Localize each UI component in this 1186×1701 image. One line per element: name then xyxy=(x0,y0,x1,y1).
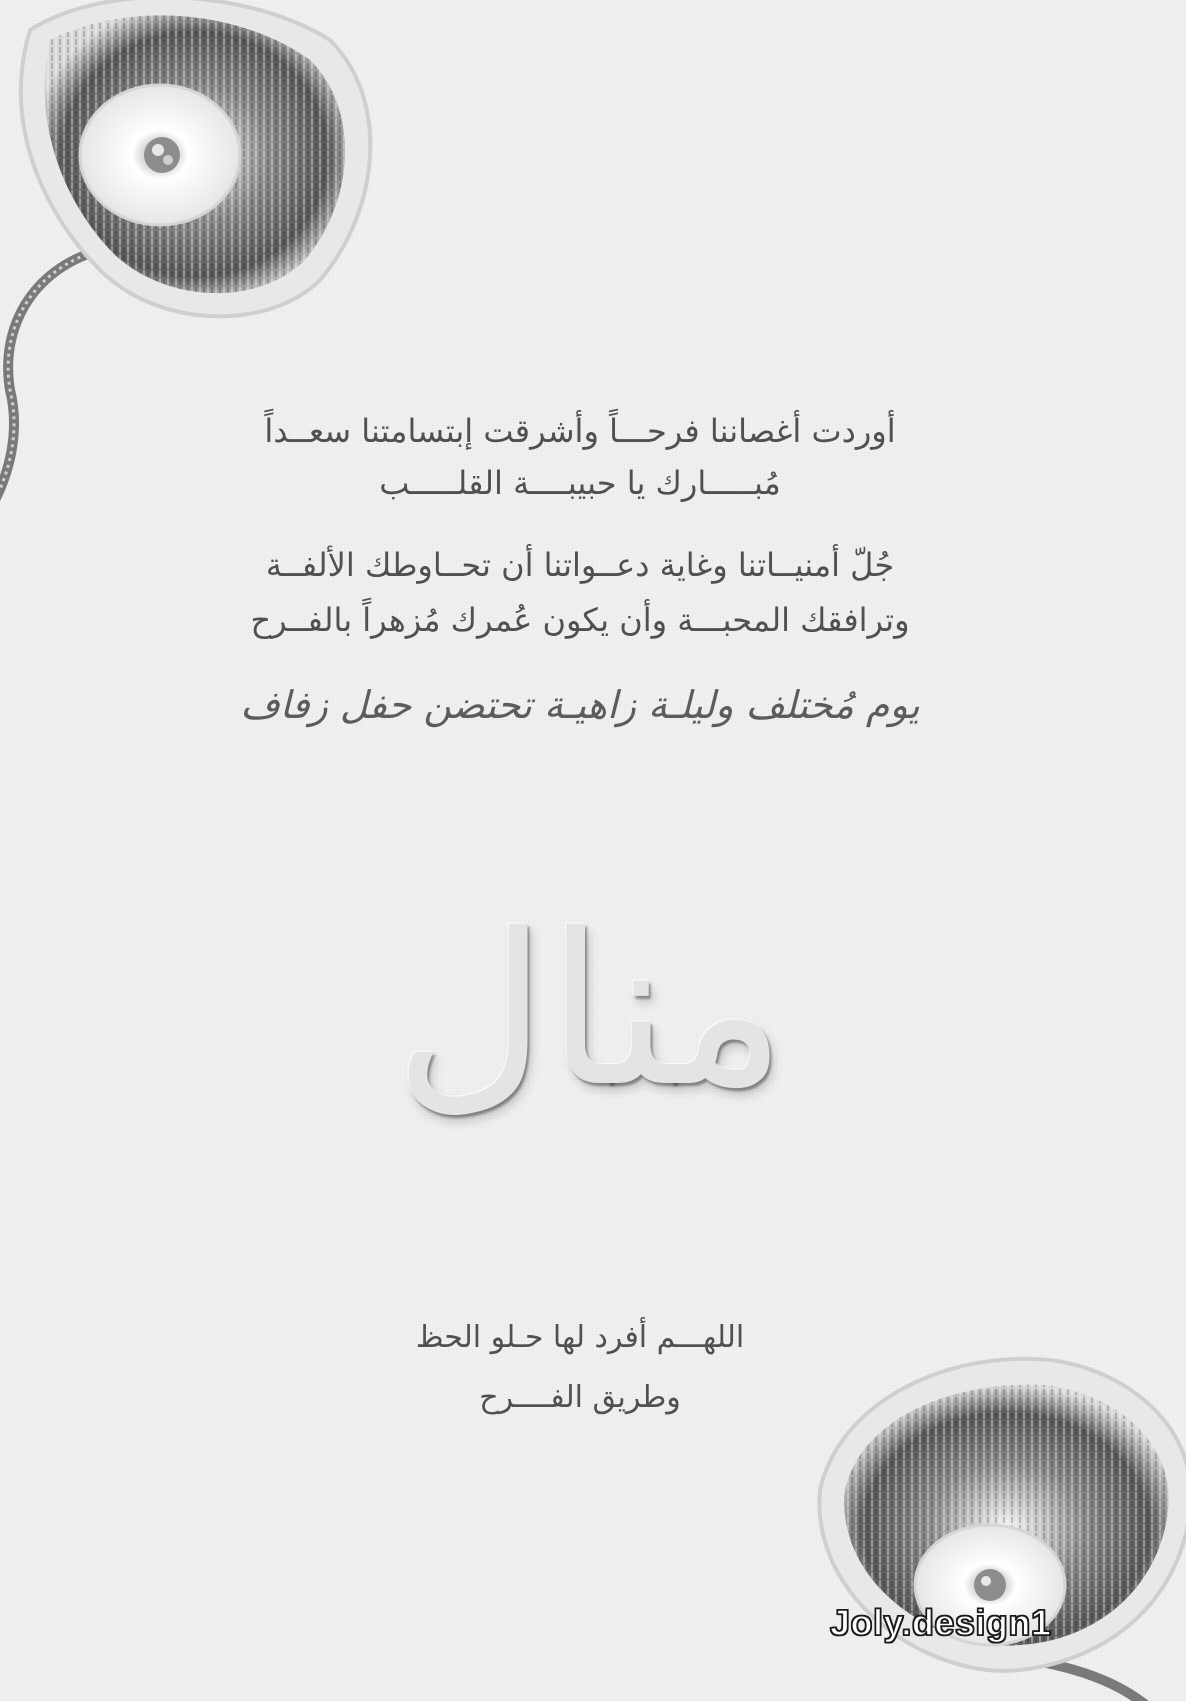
occasion-block xyxy=(150,680,1010,730)
prayer-line-2: وطريق الفــــرح xyxy=(479,1380,681,1415)
wish-line-2: وترافقك المحبـــة وأن يكون عُمرك مُزهراً بالفــرح xyxy=(250,601,910,639)
watermark-text: Joly.design1 xyxy=(830,1602,1052,1643)
wish-block xyxy=(150,538,1010,648)
verse-line-1: أوردت أغصاننا فرحـــاً وأشرقت إبتسامتنا سعــداً xyxy=(264,412,896,450)
wish-line-1: جُلّ أمنيــاتنا وغاية دعــواتنا أن تحــاوطك الألفــة xyxy=(265,546,895,584)
verse-line-2: مُبـــــارك يا حبيبــــة القلـــــب xyxy=(379,464,781,502)
prayer-block xyxy=(300,1308,860,1428)
bride-name xyxy=(240,880,940,1140)
verse-block xyxy=(150,405,1010,509)
bride-name-text: منال xyxy=(393,887,787,1133)
occasion-line: يوم مُختلف وليلـة زاهيـة تحتضن حفل زفاف xyxy=(240,683,920,727)
beaded-poppy-flower-bottom-icon xyxy=(790,1340,1186,1701)
prayer-line-1: اللهـــم أفرد لها حـلو الحظ xyxy=(415,1320,745,1355)
